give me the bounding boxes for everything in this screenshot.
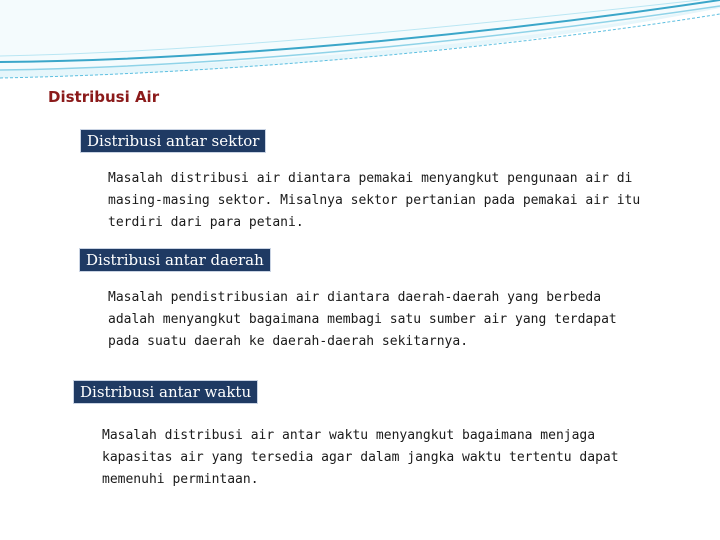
section-text-sektor: Masalah distribusi air diantara pemakai menyangkut pengunaan air di masing-masing sektor. Misalnya sektor pertanian pada pemakai air itu terdiri dari para petani. <box>108 171 641 230</box>
header-wave-banner <box>0 0 720 90</box>
page-title: Distribusi Air <box>48 88 160 106</box>
section-heading-waktu: Distribusi antar waktu <box>73 380 258 404</box>
section-text-daerah: Masalah pendistribusian air diantara daerah-daerah yang berbeda adalah menyangkut bagaimana membagi satu sumber air yang terdapat pada suatu daerah ke daerah-daerah sekitarnya. <box>108 290 617 349</box>
section-text-waktu: Masalah distribusi air antar waktu menyangkut bagaimana menjaga kapasitas air yang tersedia agar dalam jangka waktu tertentu dapat memenuhi permintaan. <box>102 428 619 487</box>
section-heading-daerah: Distribusi antar daerah <box>79 248 271 272</box>
section-heading-sektor: Distribusi antar sektor <box>80 129 266 153</box>
